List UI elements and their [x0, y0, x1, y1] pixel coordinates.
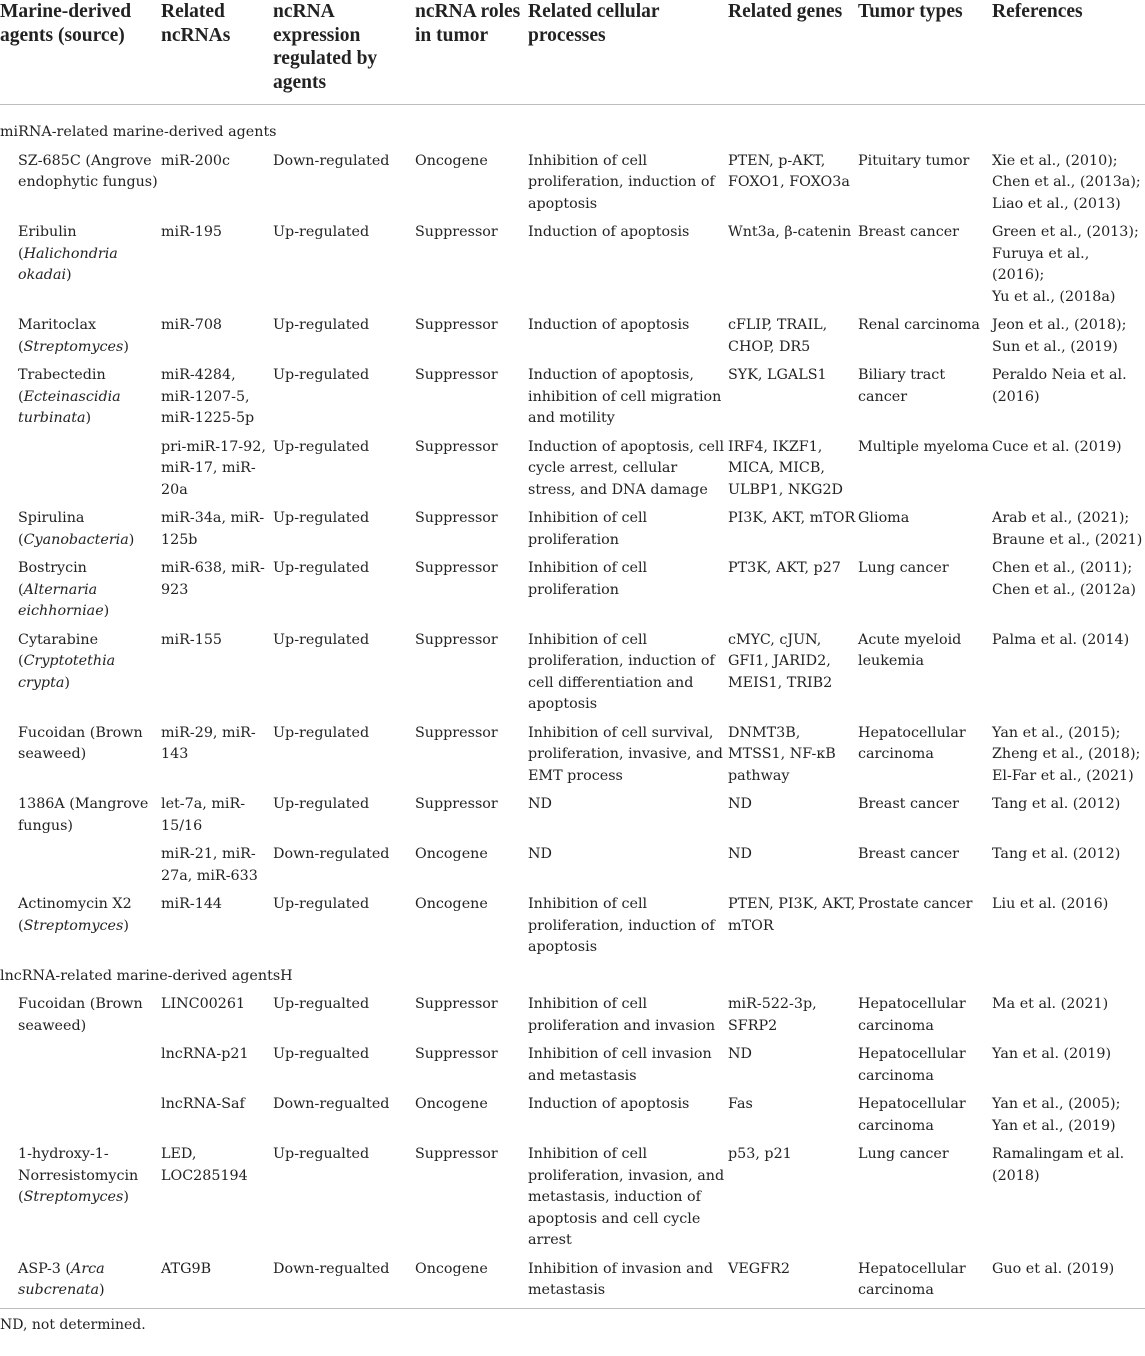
role-cell: Suppressor	[415, 1046, 498, 1062]
references-cell: Yan et al., (2015); Zheng et al., (2018); El-Far et al., (2021)	[992, 724, 1141, 784]
ncrna-cell: miR-144	[161, 896, 223, 912]
agent-tail: )	[123, 1189, 129, 1205]
agent-tail: )	[123, 338, 129, 355]
section-title: miRNA-related marine-derived agents	[0, 124, 277, 140]
table-row	[0, 437, 1145, 509]
agent-cell	[0, 630, 161, 723]
agent-cell	[0, 558, 161, 630]
agent-cell	[0, 437, 161, 509]
ncrna-cell: LED, LOC285194	[161, 1146, 248, 1184]
references-cell: Tang et al. (2012)	[992, 846, 1121, 862]
regulation-cell: Up-regulated	[273, 796, 370, 812]
column-header: Related ncRNAs	[161, 1, 231, 46]
ncrna-cell: LINC00261	[161, 996, 246, 1012]
role-cell: Oncogene	[415, 1096, 488, 1112]
tumor-cell: Acute myeloid leukemia	[858, 631, 962, 669]
tumor-cell: Hepatocellular carcinoma	[858, 996, 966, 1034]
genes-cell: PI3K, AKT, mTOR	[728, 510, 856, 526]
ncrna-cell: miR-195	[161, 224, 223, 240]
agent-source: Streptomyces	[23, 1189, 124, 1205]
regulation-cell: Up-regualted	[273, 996, 370, 1012]
spacer-cell	[0, 105, 1145, 123]
regulation-cell: Up-regulated	[273, 367, 370, 383]
tumor-cell: Biliary tract cancer	[858, 367, 946, 405]
section-row	[0, 122, 1145, 151]
tumor-cell: Hepatocellular carcinoma	[858, 1096, 966, 1134]
table-row	[0, 1044, 1145, 1094]
role-cell: Oncogene	[415, 152, 488, 169]
processes-cell: Inhibition of cell proliferation, invasion, and metastasis, induction of apoptosis and cell cycle arrest	[528, 1146, 725, 1248]
agent-cell	[0, 794, 161, 844]
tumor-cell: Hepatocellular carcinoma	[858, 1260, 966, 1298]
processes-cell: Inhibition of cell proliferation, induction of apoptosis	[528, 152, 715, 212]
references-cell: Liu et al. (2016)	[992, 896, 1109, 912]
genes-cell: PTEN, PI3K, AKT, mTOR	[728, 896, 856, 934]
genes-cell: IRF4, IKZF1, MICA, MICB, ULBP1, NKG2D	[728, 438, 844, 498]
tumor-cell: Renal carcinoma	[858, 317, 980, 333]
agent-source: Streptomyces	[23, 917, 124, 934]
genes-cell: p53, p21	[728, 1146, 792, 1162]
processes-cell: Induction of apoptosis, inhibition of cell migration and motility	[528, 367, 722, 426]
references-cell: Green et al., (2013); Furuya et al., (2016); Yu et al., (2018a)	[992, 224, 1139, 305]
agent-cell	[0, 894, 161, 966]
agent-name: Trabectedin (	[18, 367, 106, 405]
regulation-cell: Up-regulated	[273, 631, 370, 648]
processes-cell: Inhibition of cell proliferation and invasion	[528, 996, 716, 1034]
agent-name: Bostrycin (	[18, 560, 87, 598]
ncrna-cell: lncRNA-p21	[161, 1046, 249, 1062]
agent-source: Cryptotethia crypta	[18, 653, 116, 691]
table-row	[0, 844, 1145, 894]
tumor-cell: Pituitary tumor	[858, 152, 970, 169]
references-cell: Ramalingam et al. (2018)	[992, 1146, 1125, 1184]
agent-source: Cyanobacteria	[23, 531, 129, 548]
processes-cell: Inhibition of cell proliferation, induction of apoptosis	[528, 896, 715, 955]
processes-cell: Inhibition of cell proliferation, induction of cell differentiation and apoptosis	[528, 631, 715, 712]
regulation-cell: Up-regulated	[273, 510, 370, 526]
regulation-cell: Down-regulated	[273, 846, 390, 862]
column-header: ncRNA roles in tumor	[415, 1, 521, 46]
agent-tail: )	[128, 531, 135, 548]
agent-cell	[0, 508, 161, 558]
role-cell: Suppressor	[415, 224, 498, 240]
ncrna-cell: miR-708	[161, 317, 223, 333]
spacer-row	[0, 105, 1145, 123]
genes-cell: DNMT3B, MTSS1, NF-κB pathway	[728, 724, 836, 784]
references-cell: Chen et al., (2011); Chen et al., (2012a)	[992, 560, 1136, 598]
column-header: ncRNA expression regulated by agents	[273, 1, 378, 93]
table-row	[0, 1259, 1145, 1309]
processes-cell: Inhibition of cell proliferation	[528, 560, 648, 598]
processes-cell: Inhibition of cell invasion and metastasis	[528, 1046, 712, 1084]
processes-cell: Inhibition of invasion and metastasis	[528, 1260, 714, 1298]
ncrna-cell: let-7a, miR-15/16	[161, 796, 246, 834]
header-row	[0, 0, 1145, 105]
regulation-cell: Up-regulated	[273, 896, 370, 912]
agent-cell	[0, 1094, 161, 1144]
tumor-cell: Breast cancer	[858, 846, 959, 862]
table-row	[0, 894, 1145, 966]
ncrna-cell: pri-miR-17-92, miR-17, miR-20a	[161, 438, 266, 498]
agent-name: Fucoidan (Brown seaweed)	[18, 996, 143, 1034]
section-row	[0, 966, 1145, 995]
role-cell: Suppressor	[415, 996, 498, 1012]
agent-cell	[0, 723, 161, 795]
agent-name: Fucoidan (Brown seaweed)	[18, 724, 143, 762]
tumor-cell: Multiple myeloma	[858, 438, 989, 455]
tumor-cell: Glioma	[858, 510, 910, 526]
references-cell: Arab et al., (2021); Braune et al., (2021)	[992, 510, 1143, 548]
agent-name: Eribulin (	[18, 224, 77, 262]
tumor-cell: Hepatocellular carcinoma	[858, 1046, 966, 1084]
section-title: lncRNA-related marine-derived agentsH	[0, 967, 293, 984]
table-row	[0, 1144, 1145, 1259]
agent-cell	[0, 151, 161, 223]
role-cell: Suppressor	[415, 724, 498, 741]
table-footnote: ND, not determined.	[0, 1316, 146, 1333]
ncrna-cell: lncRNA-Saf	[161, 1096, 245, 1112]
table-body	[0, 105, 1145, 1309]
table-row	[0, 630, 1145, 723]
role-cell: Oncogene	[415, 896, 488, 912]
column-header: References	[992, 1, 1083, 22]
role-cell: Suppressor	[415, 367, 498, 383]
references-cell: Palma et al. (2014)	[992, 631, 1130, 648]
regulation-cell: Up-regulated	[273, 724, 370, 741]
agent-tail: )	[64, 674, 70, 691]
regulation-cell: Up-regulated	[273, 560, 370, 576]
agent-source: Halichondria okadai	[18, 245, 118, 283]
table-row	[0, 151, 1145, 223]
column-header: Related cellular processes	[528, 1, 660, 46]
genes-cell: miR-522-3p, SFRP2	[728, 996, 817, 1034]
agent-tail: )	[123, 917, 129, 934]
genes-cell: VEGFR2	[728, 1260, 790, 1277]
references-cell: Tang et al. (2012)	[992, 796, 1121, 812]
role-cell: Suppressor	[415, 438, 498, 455]
agent-name: SZ-685C (Angrove endophytic fungus)	[18, 152, 158, 190]
agent-cell	[0, 994, 161, 1044]
tumor-cell: Breast cancer	[858, 224, 959, 240]
genes-cell: Wnt3a, β-catenin	[728, 224, 852, 240]
agent-cell	[0, 844, 161, 894]
references-cell: Yan et al. (2019)	[992, 1046, 1112, 1062]
agent-cell	[0, 365, 161, 437]
references-cell: Xie et al., (2010); Chen et al., (2013a); Liao et al., (2013)	[992, 152, 1141, 212]
regulation-cell: Up-regualted	[273, 1046, 370, 1062]
ncrna-cell: ATG9B	[161, 1260, 212, 1277]
ncrna-cell: miR-34a, miR-125b	[161, 510, 265, 548]
processes-cell: Induction of apoptosis	[528, 224, 690, 240]
ncrna-cell: miR-4284, miR-1207-5, miR-1225-5p	[161, 367, 255, 426]
processes-cell: ND	[528, 846, 552, 862]
agent-name: Actinomycin X2 (	[18, 896, 132, 934]
table-row	[0, 723, 1145, 795]
agent-name: Maritoclax (	[18, 317, 97, 355]
ncrna-cell: miR-29, miR-143	[161, 724, 256, 762]
table-row	[0, 315, 1145, 365]
table-row	[0, 365, 1145, 437]
processes-cell: Induction of apoptosis	[528, 317, 690, 333]
genes-cell: ND	[728, 1046, 752, 1062]
column-header: Related genes	[728, 1, 843, 22]
role-cell: Oncogene	[415, 846, 488, 862]
processes-cell: Inhibition of cell proliferation	[528, 510, 648, 548]
references-cell: Guo et al. (2019)	[992, 1260, 1115, 1277]
agent-tail: )	[103, 603, 110, 619]
tumor-cell: Lung cancer	[858, 1146, 949, 1162]
role-cell: Suppressor	[415, 560, 498, 576]
table-row	[0, 994, 1145, 1044]
processes-cell: Induction of apoptosis, cell cycle arrest, cellular stress, and DNA damage	[528, 438, 725, 498]
references-cell: Jeon et al., (2018); Sun et al., (2019)	[992, 317, 1127, 355]
genes-cell: cFLIP, TRAIL, CHOP, DR5	[728, 317, 828, 355]
column-header: Marine-derived agents (source)	[0, 1, 132, 46]
role-cell: Suppressor	[415, 631, 498, 648]
references-cell: Ma et al. (2021)	[992, 996, 1109, 1012]
regulation-cell: Down-regulated	[273, 152, 390, 169]
agent-source: Streptomyces	[23, 338, 124, 355]
tumor-cell: Hepatocellular carcinoma	[858, 724, 966, 762]
agent-tail: )	[99, 1282, 105, 1298]
role-cell: Suppressor	[415, 510, 498, 526]
processes-cell: Inhibition of cell survival, proliferation, invasive, and EMT process	[528, 724, 723, 784]
table-row	[0, 508, 1145, 558]
genes-cell: PTEN, p-AKT, FOXO1, FOXO3a	[728, 152, 850, 190]
regulation-cell: Up-regulated	[273, 224, 370, 240]
agent-name: ASP-3 (	[18, 1260, 72, 1277]
processes-cell: Induction of apoptosis	[528, 1096, 690, 1112]
table-row	[0, 794, 1145, 844]
agent-source: Arca subcrenata	[18, 1260, 105, 1298]
agent-name: Cytarabine (	[18, 631, 99, 669]
agent-cell	[0, 222, 161, 315]
references-cell: Cuce et al. (2019)	[992, 438, 1122, 455]
agent-tail: )	[66, 267, 72, 283]
regulation-cell: Down-regualted	[273, 1096, 390, 1112]
role-cell: Suppressor	[415, 796, 498, 812]
ncrna-cell: miR-638, miR-923	[161, 560, 265, 598]
ncrna-cell: miR-200c	[161, 152, 231, 169]
agent-source: Ecteinascidia turbinata	[18, 388, 121, 426]
agent-cell	[0, 1044, 161, 1094]
regulation-cell: Up-regulated	[273, 317, 370, 333]
regulation-cell: Down-regualted	[273, 1260, 390, 1277]
tumor-cell: Prostate cancer	[858, 896, 973, 912]
agent-cell	[0, 315, 161, 365]
genes-cell: SYK, LGALS1	[728, 367, 827, 383]
references-cell: Peraldo Neia et al. (2016)	[992, 367, 1127, 405]
role-cell: Oncogene	[415, 1260, 488, 1277]
ncrna-cell: miR-21, miR-27a, miR-633	[161, 846, 258, 884]
table-row	[0, 222, 1145, 315]
agent-name: Spirulina (	[18, 510, 85, 548]
ncrna-cell: miR-155	[161, 631, 223, 648]
regulation-cell: Up-regulated	[273, 438, 370, 455]
table-row	[0, 558, 1145, 630]
processes-cell: ND	[528, 796, 552, 812]
regulation-cell: Up-regualted	[273, 1146, 370, 1162]
agent-name: 1-hydroxy-1-Norresistomycin (	[18, 1146, 139, 1205]
agent-cell	[0, 1144, 161, 1259]
tumor-cell: Breast cancer	[858, 796, 959, 812]
genes-cell: cMYC, cJUN, GFI1, JARID2, MEIS1, TRIB2	[728, 631, 833, 691]
tumor-cell: Lung cancer	[858, 560, 949, 576]
genes-cell: PT3K, AKT, p27	[728, 560, 841, 576]
genes-cell: ND	[728, 846, 752, 862]
role-cell: Suppressor	[415, 1146, 498, 1162]
table-row	[0, 1094, 1145, 1144]
agent-tail: )	[85, 410, 92, 426]
references-cell: Yan et al., (2005); Yan et al., (2019)	[992, 1096, 1121, 1134]
column-header: Tumor types	[858, 1, 963, 22]
agent-cell	[0, 1259, 161, 1309]
genes-cell: ND	[728, 796, 752, 812]
agent-name: 1386A (Mangrove fungus)	[18, 796, 149, 834]
agent-source: Alternaria eichhorniae	[18, 581, 104, 619]
genes-cell: Fas	[728, 1096, 753, 1112]
role-cell: Suppressor	[415, 317, 498, 333]
